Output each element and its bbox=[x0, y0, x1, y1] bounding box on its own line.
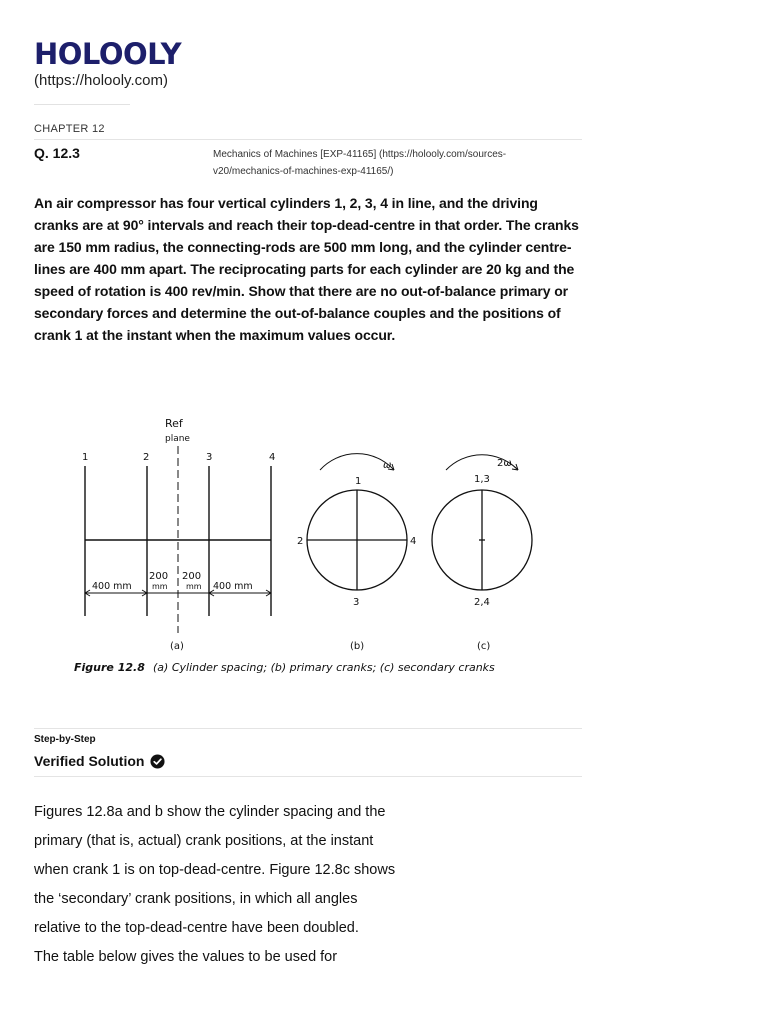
figure-caption-number: Figure 12.8 bbox=[74, 661, 145, 674]
dim-mid-2-bot: mm bbox=[186, 582, 202, 591]
verified-solution-heading bbox=[34, 753, 165, 769]
verified-solution-title: Verified Solution bbox=[34, 753, 145, 769]
crank-b-1: 1 bbox=[355, 476, 362, 487]
site-link[interactable]: (https://holooly.com) bbox=[34, 72, 168, 89]
cylinder-2-label: 2 bbox=[143, 452, 150, 463]
figure-caption-text: (a) Cylinder spacing; (b) primary cranks; (c) secondary cranks bbox=[153, 661, 495, 674]
check-circle-icon bbox=[150, 754, 165, 769]
chapter-label: CHAPTER 12 bbox=[34, 123, 105, 135]
crank-c-top: 1,3 bbox=[474, 474, 490, 485]
solution-line: when crank 1 is on top-dead-centre. Figure 12.8c shows bbox=[34, 862, 396, 878]
figure-12-8 bbox=[60, 408, 540, 688]
solution-line: the ‘secondary’ crank positions, in which all angles bbox=[34, 891, 358, 907]
dim-right-label: 400 mm bbox=[213, 581, 253, 592]
label-c: (c) bbox=[477, 641, 491, 652]
divider bbox=[34, 139, 582, 140]
question-text: An air compressor has four vertical cylinders 1, 2, 3, 4 in line, and the driving cranks are at 90° intervals and reach their top-dead-centre in that order. The cranks are 150 mm radius, the connecting-rods are 500 mm long, and the cylinder centre-lines are 400 mm apart. The reciprocating parts for each cylinder are 20 kg and the speed of rotation is 400 rev/min. Show that there are no out-of-balance primary or secondary forces and determine the out-of-balance couples and the positions of crank 1 at the instant when the maximum values occur. bbox=[34, 195, 579, 343]
solution-text bbox=[34, 798, 454, 972]
dim-mid-1-top: 200 bbox=[149, 571, 169, 582]
divider bbox=[34, 776, 582, 777]
crank-b-2: 2 bbox=[297, 536, 304, 547]
two-omega-label: 2ω bbox=[497, 458, 512, 469]
dim-mid-1-bot: mm bbox=[152, 582, 168, 591]
dim-left-label: 400 mm bbox=[92, 581, 132, 592]
divider bbox=[34, 728, 582, 729]
step-by-step-label: Step-by-Step bbox=[34, 734, 96, 745]
ref-plane-label: plane bbox=[165, 434, 190, 444]
ref-label: Ref bbox=[165, 417, 183, 430]
source-reference[interactable]: Mechanics of Machines [EXP-41165] (https://holooly.com/sources-v20/mechanics-of-machines-exp-41165/) bbox=[213, 149, 507, 177]
crank-b-3: 3 bbox=[353, 597, 360, 608]
omega-label: ω bbox=[383, 460, 392, 471]
solution-line: relative to the top-dead-centre have been doubled. bbox=[34, 920, 359, 936]
solution-line: primary (that is, actual) crank positions, at the instant bbox=[34, 833, 374, 849]
label-b: (b) bbox=[350, 641, 365, 652]
cylinder-1-label: 1 bbox=[82, 452, 89, 463]
divider bbox=[34, 104, 130, 105]
crank-b-4: 4 bbox=[410, 536, 417, 547]
label-a: (a) bbox=[170, 641, 184, 652]
question-number: Q. 12.3 bbox=[34, 145, 80, 161]
cylinder-4-label: 4 bbox=[269, 452, 276, 463]
solution-line: The table below gives the values to be used for bbox=[34, 949, 338, 965]
dim-mid-2-top: 200 bbox=[182, 571, 202, 582]
cylinder-3-label: 3 bbox=[206, 452, 213, 463]
crank-c-bottom: 2,4 bbox=[474, 597, 490, 608]
holooly-logo[interactable]: HOLOOLY bbox=[34, 37, 182, 71]
solution-line: Figures 12.8a and b show the cylinder spacing and the bbox=[34, 804, 386, 820]
